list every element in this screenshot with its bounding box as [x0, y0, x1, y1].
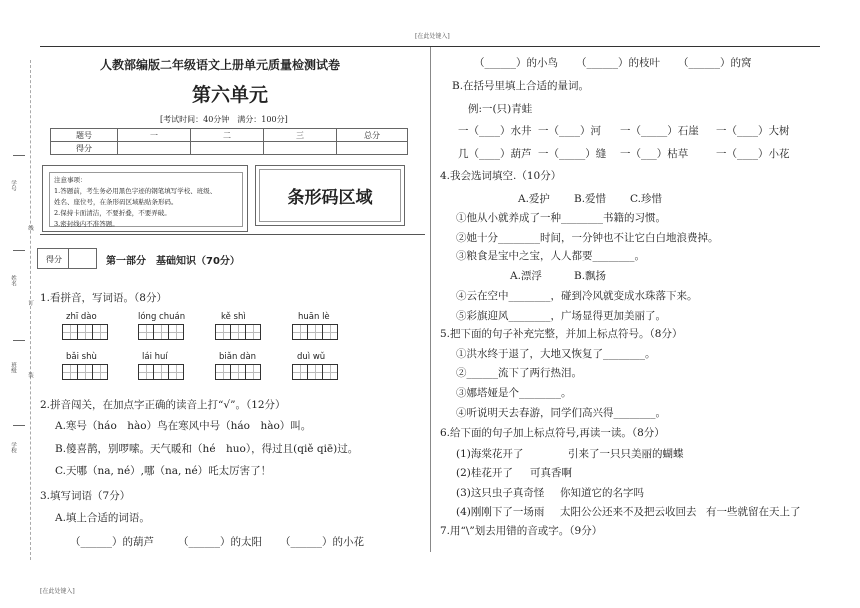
notes-item: 姓名、座位号，在条形码区域粘贴条形码。	[54, 198, 178, 206]
q6-part: 有一些就留在天上了	[706, 506, 801, 518]
q3b-blank[interactable]: 一（____）大树	[716, 125, 790, 137]
q5-title: 5.把下面的句子补充完整，并加上标点符号。（8分）	[440, 328, 683, 340]
defen-divider	[68, 249, 69, 268]
q6-part: (4)刚刚下了一场雨	[456, 506, 545, 518]
margin-line-4	[13, 425, 25, 426]
writing-grid[interactable]	[215, 364, 261, 380]
q3b-blank[interactable]: 一（_____）缝	[538, 148, 607, 160]
notes-title: 注意事项：	[54, 176, 87, 184]
q6-part: (3)这只虫子真奇怪	[456, 487, 545, 499]
q3b-blank[interactable]: 一（____）河	[538, 125, 601, 137]
score-table-score-row	[51, 142, 408, 155]
barcode-area	[255, 165, 405, 226]
q4-option: C.珍惜	[630, 193, 662, 205]
pinyin-label: duì wǔ	[297, 352, 326, 362]
q4-title: 4.我会选词填空.（10分）	[440, 170, 562, 182]
writing-grid[interactable]	[215, 324, 261, 340]
unit-title: 第六单元	[192, 84, 269, 106]
score-table-header-row	[51, 129, 408, 142]
margin-line-3	[13, 340, 25, 341]
q6-title: 6.给下面的句子加上标点符号,再读一读。（8分）	[440, 427, 665, 439]
q6-part: 引来了一只只美丽的蝴蝶	[568, 448, 684, 460]
writing-grid[interactable]	[292, 324, 338, 340]
q3b-blank[interactable]: 一（____）水井	[458, 125, 532, 137]
score-input-cell[interactable]	[191, 142, 264, 155]
pinyin-label: biǎn dàn	[219, 352, 257, 362]
q6-part: 可真香啊	[530, 467, 572, 479]
exam-info: [考试时间：40分钟 满分：100分]	[160, 115, 288, 124]
binding-line	[30, 60, 31, 560]
writing-grid[interactable]	[138, 324, 184, 340]
column-divider	[430, 47, 431, 552]
margin-label-bind: 装	[27, 372, 33, 378]
q3b-blank[interactable]: 一（____）小花	[716, 148, 790, 160]
score-cell: 一	[118, 129, 191, 142]
margin-label-order: 订	[27, 300, 33, 306]
header-placeholder-bottom: [在此处键入]	[40, 588, 75, 595]
barcode-label: 条形码区域	[259, 169, 401, 222]
defen-box	[37, 248, 97, 269]
q2-item-c: C.天哪（na, né）,哪（na, né）吒太厉害了！	[55, 465, 272, 477]
q4-sentence: ③粮食是宝中之宝，人人都要________。	[456, 250, 645, 262]
score-input-cell[interactable]	[264, 142, 337, 155]
notes-item: 1.答题前，考生务必用黑色字迹的钢笔填写学校、班级、	[54, 187, 217, 195]
q2-item-b: B.傻喜鹊，别啰嗦。天气暖和（hé huo），得过且(qiě qiē)过。	[55, 443, 359, 455]
q3b-blank[interactable]: 几（____）葫芦	[458, 148, 532, 160]
writing-grid[interactable]	[138, 364, 184, 380]
q7-title: 7.用“\”划去用错的音或字。（9分）	[440, 525, 603, 537]
q4-option: B.爱惜	[574, 193, 607, 205]
q3a-blank[interactable]: （______）的葫芦	[70, 536, 154, 548]
score-cell: 得分	[51, 142, 118, 155]
q6-part: 你知道它的名字吗	[560, 487, 644, 499]
q2-item-a: A.寒号（háo hào）鸟在寒风中号（háo hào）叫。	[55, 420, 312, 432]
notes-item: 3.密封线内不准答题。	[54, 220, 119, 228]
q5-sentence: ①洪水终于退了，大地又恢复了________。	[456, 348, 656, 360]
writing-grid[interactable]	[62, 324, 108, 340]
margin-line-2	[13, 250, 25, 251]
score-cell: 总分	[337, 129, 408, 142]
q4-option: A.爱护	[518, 193, 550, 205]
pinyin-label: huān lè	[298, 312, 330, 322]
q6-part: (2)桂花开了	[456, 467, 513, 479]
q5-sentence: ②______流下了两行热泪。	[456, 367, 582, 379]
pinyin-label: lóng chuán	[138, 312, 186, 322]
q2-title: 2.拼音闯关，在加点字正确的读音上打“√”。（12分）	[40, 399, 286, 411]
q4-sentence: ⑤彩旗迎风________，广场显得更加美丽了。	[456, 310, 666, 322]
q3b-example: 例:一(只)青蛙	[468, 103, 533, 115]
q3a-blank[interactable]: （______）的太阳	[178, 536, 262, 548]
q3a-blank[interactable]: （______）的窝	[678, 57, 752, 69]
score-input-cell[interactable]	[118, 142, 191, 155]
q3-title: 3.填写词语（7分）	[40, 490, 131, 502]
margin-label-school: 学校	[10, 442, 16, 453]
pinyin-label: bǎi shù	[66, 352, 97, 362]
score-table	[50, 128, 408, 155]
q3a-blank[interactable]: （______）的小鸟	[474, 57, 558, 69]
q3b-title: B.在括号里填上合适的量词。	[452, 80, 590, 92]
header-placeholder-top: [在此处键入]	[415, 33, 450, 40]
margin-line-1	[13, 155, 25, 156]
q1-title: 1.看拼音，写词语。（8分）	[40, 292, 167, 304]
q3a-title: A.填上合适的词语。	[55, 512, 150, 524]
score-cell: 三	[264, 129, 337, 142]
q4-option: B.飘扬	[574, 270, 607, 282]
part1-title: 第一部分 基础知识（70分）	[106, 256, 240, 267]
score-cell: 二	[191, 129, 264, 142]
score-cell: 题号	[51, 129, 118, 142]
pinyin-label: kě shì	[221, 312, 246, 322]
exam-title: 人教部编版二年级语文上册单元质量检测试卷	[100, 58, 341, 72]
q4-sentence: ④云在空中________，碰到冷风就变成水珠落下来。	[456, 290, 698, 302]
margin-label-name: 姓名	[10, 275, 16, 286]
q3b-blank[interactable]: 一（___）枯草	[620, 148, 689, 160]
notes-inner	[49, 172, 243, 227]
q6-part: 太阳公公还来不及把云收回去	[560, 506, 697, 518]
q4-sentence: ②她十分________时间，一分钟也不让它白白地浪费掉。	[456, 232, 719, 244]
score-input-cell[interactable]	[337, 142, 408, 155]
notes-item: 2.保持卡面清洁，不要折叠，不要弄破。	[54, 209, 171, 217]
q4-option: A.漂浮	[510, 270, 542, 282]
q3b-blank[interactable]: 一（_____）石崖	[620, 125, 699, 137]
writing-grid[interactable]	[62, 364, 108, 380]
q5-sentence: ③娜塔娅是个________。	[456, 387, 572, 399]
margin-label-class: 班级	[10, 362, 16, 373]
q3a-blank[interactable]: （______）的枝叶	[576, 57, 660, 69]
section-rule	[40, 234, 425, 235]
q5-sentence: ④听说明天去春游，同学们高兴得________。	[456, 407, 666, 419]
pinyin-label: zhī dào	[66, 312, 97, 322]
pinyin-label: lái huí	[142, 352, 168, 362]
writing-grid[interactable]	[292, 364, 338, 380]
margin-label-line: 线	[27, 225, 33, 231]
q4-sentence: ①他从小就养成了一种________书籍的习惯。	[456, 212, 666, 224]
q6-part: (1)海棠花开了	[456, 448, 524, 460]
defen-label: 得分	[46, 255, 62, 264]
q3a-blank[interactable]: （______）的小花	[280, 536, 364, 548]
notes-box	[42, 165, 248, 232]
margin-label-student-id: 学号	[10, 180, 16, 191]
